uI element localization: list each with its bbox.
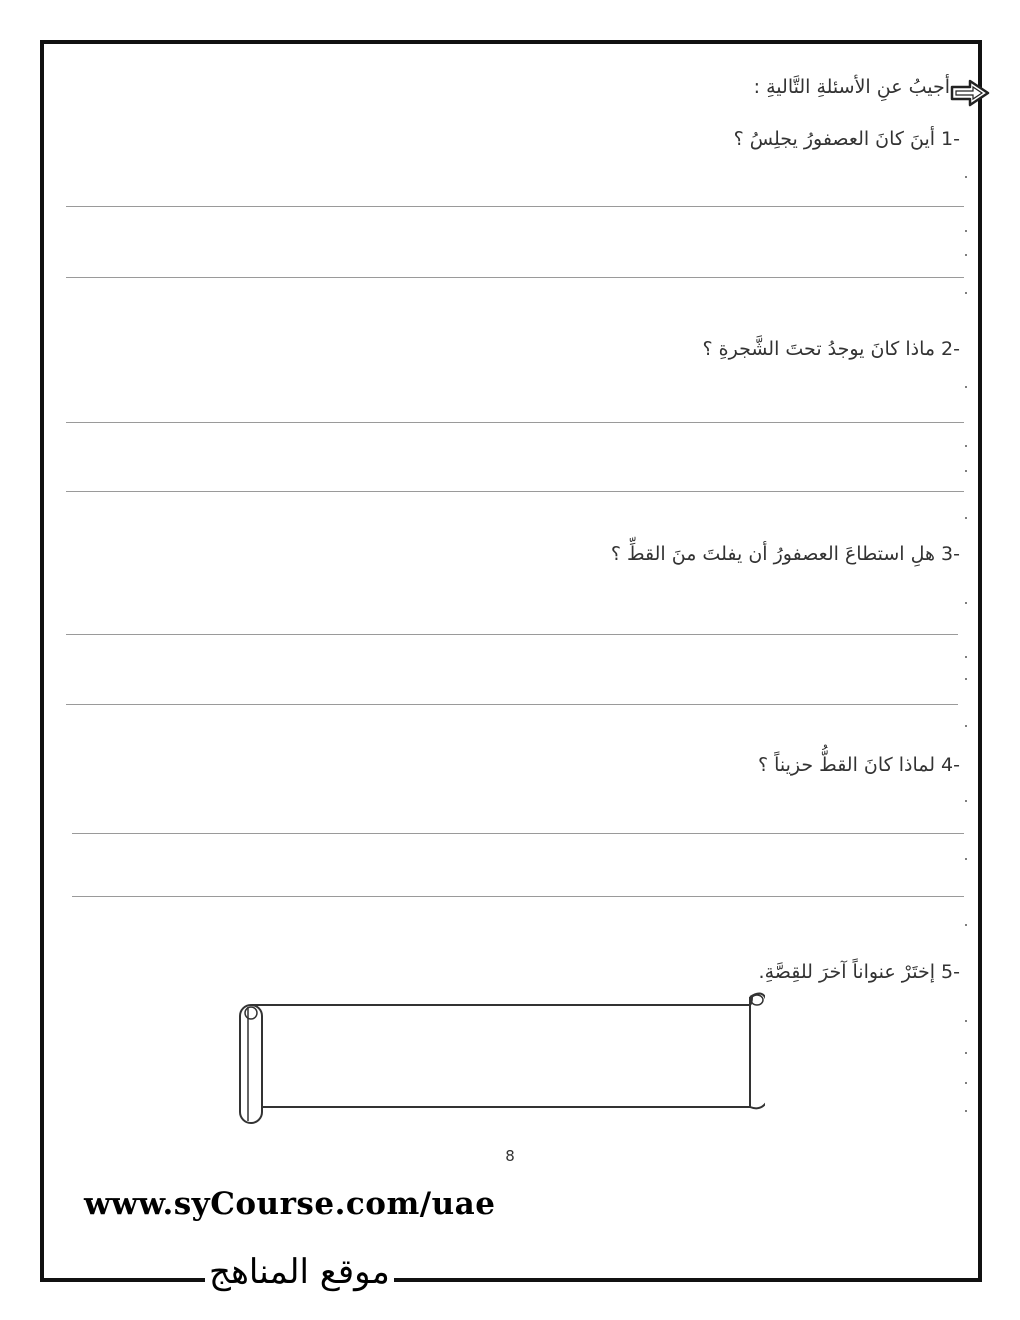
question-3 — [611, 543, 960, 565]
question-5 — [759, 961, 960, 983]
question-number: -3 — [941, 543, 960, 565]
question-1 — [734, 128, 960, 150]
site-name: موقع المناهج — [205, 1252, 394, 1292]
page-number: 8 — [505, 1147, 515, 1165]
question-number: -2 — [941, 338, 960, 360]
answer-line[interactable] — [66, 422, 964, 423]
answer-line[interactable] — [66, 491, 964, 492]
answer-line[interactable] — [66, 704, 958, 705]
question-number: -4 — [941, 754, 960, 776]
question-2 — [703, 338, 960, 360]
question-4 — [758, 754, 960, 776]
answer-line[interactable] — [72, 833, 964, 834]
question-text: أينَ كانَ العصفورُ يجلِسُ ؟ — [733, 128, 936, 150]
arrow-right-icon — [948, 78, 992, 108]
question-text: هلِ استطاعَ العصفورُ أن يفلتَ منَ القطِّ ؟ — [610, 543, 936, 565]
answer-line[interactable] — [66, 634, 958, 635]
question-number: -5 — [941, 961, 960, 983]
site-url[interactable]: www.syCourse.com/uae — [84, 1186, 496, 1222]
answer-line[interactable] — [66, 277, 964, 278]
question-text: إختَرْ عنواناً آخرَ للقِصَّةِ. — [758, 961, 936, 983]
question-text: لماذا كانَ القطُّ حزيناً ؟ — [757, 754, 936, 776]
instruction-heading: أجيبُ عنِ الأسئلةِ التَّاليةِ : — [753, 76, 950, 98]
question-number: -1 — [941, 128, 960, 150]
answer-line[interactable] — [66, 206, 964, 207]
scroll-banner-icon[interactable] — [230, 985, 765, 1130]
answer-line[interactable] — [72, 896, 964, 897]
question-text: ماذا كانَ يوجدُ تحتَ الشَّجرةِ ؟ — [702, 338, 936, 360]
